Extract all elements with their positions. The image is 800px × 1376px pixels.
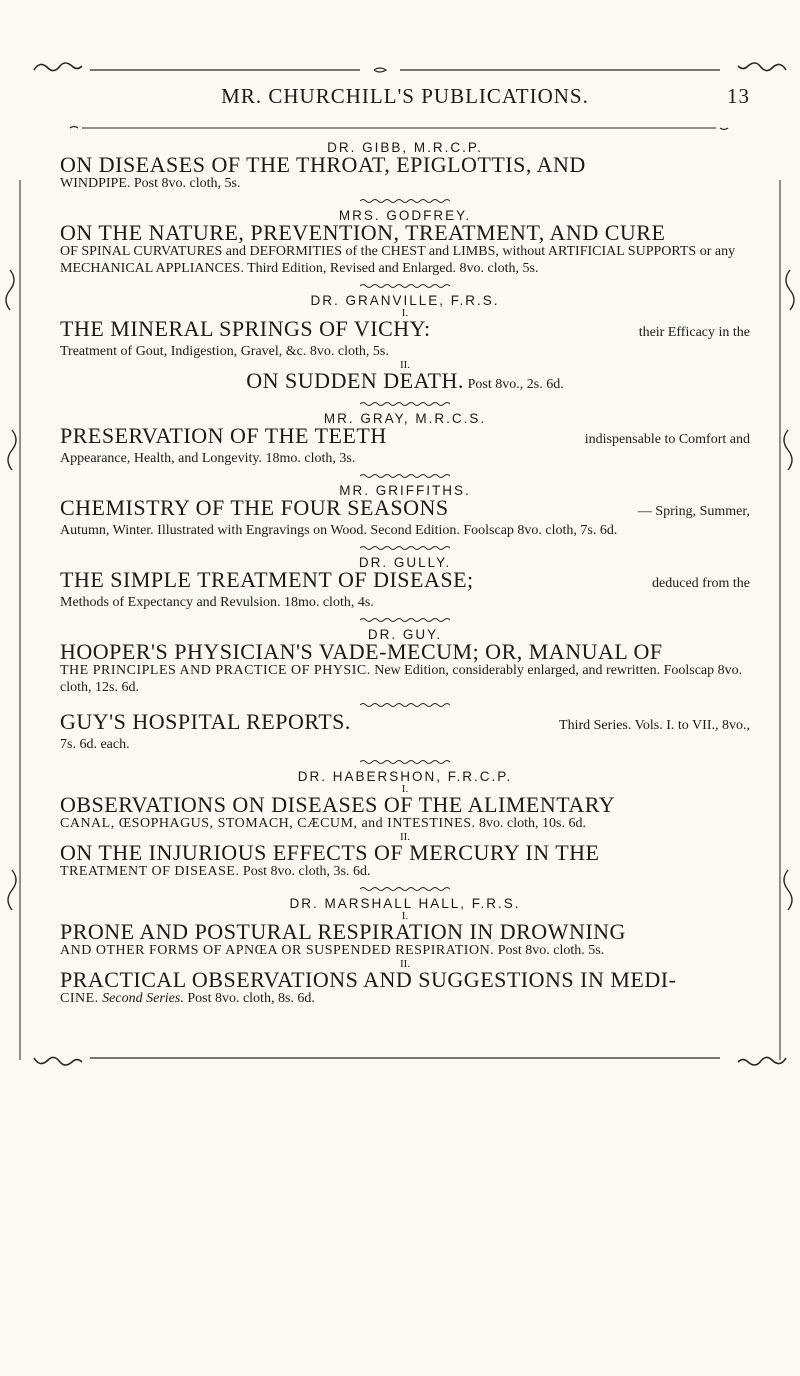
book-description (60, 942, 750, 959)
page-header (60, 84, 750, 112)
book-title-rest: their Efficacy in the (638, 325, 750, 340)
book-description (60, 863, 750, 880)
book-title: THE SIMPLE TREATMENT OF DISEASE; (60, 567, 474, 592)
book-title-line (60, 368, 750, 395)
book-title-line (60, 423, 750, 450)
book-description-caps: TREATMENT OF DISEASE. (60, 864, 240, 879)
book-title: HOOPER'S PHYSICIAN'S VADE-MECUM; OR, MANUAL OF (60, 639, 663, 664)
book-description-rest: Post 8vo. cloth, 8s. 6d. (187, 991, 315, 1006)
book-title: ON THE INJURIOUS EFFECTS OF MERCURY IN THE (60, 840, 600, 865)
ornamental-border-left (0, 180, 30, 1060)
wavy-divider (360, 198, 450, 204)
entry-gully (60, 555, 750, 611)
book-description-caps: CINE. (60, 991, 99, 1006)
page-number: 13 (727, 84, 750, 108)
entry-marshall-hall (60, 896, 750, 1007)
book-title: ON THE NATURE, PREVENTION, TREATMENT, AND CURE (60, 220, 666, 245)
book-title-rest: Third Series. Vols. I. to VII., 8vo., (559, 718, 750, 733)
book-title-rest: Post 8vo., 2s. 6d. (467, 377, 564, 392)
author-name: DR. MARSHALL HALL, F.R.S. (289, 896, 521, 911)
book-title: PRACTICAL OBSERVATIONS AND SUGGESTIONS IN MEDI- (60, 967, 677, 992)
entry-guys-hospital (60, 709, 750, 753)
book-title: THE MINERAL SPRINGS OF VICHY: (60, 316, 431, 341)
book-title: PRONE AND POSTURAL RESPIRATION IN DROWNING (60, 919, 626, 944)
catalogue-content (60, 138, 750, 1011)
book-title: GUY'S HOSPITAL REPORTS. (60, 709, 351, 734)
entry-granville (60, 293, 750, 395)
book-description (60, 815, 750, 832)
book-description: OF SPINAL CURVATURES and DEFORMITIES of the CHEST and LIMBS, without ARTIFICIAL SUPPORTS or any MECHANICAL APPLIANCES. Third Edition, Revised and Enlarged. 8vo. cloth, 5s. (60, 244, 736, 276)
author-name: DR. HABERSHON, F.R.C.P. (297, 769, 513, 784)
book-description-rest: 8vo. cloth, 10s. 6d. (479, 816, 586, 831)
wavy-divider (360, 886, 450, 892)
header-rule (70, 124, 730, 132)
book-description (60, 990, 750, 1007)
book-description: WINDPIPE. Post 8vo. cloth, 5s. (60, 176, 241, 191)
roman-numeral: I. (401, 307, 409, 319)
entry-habershon (60, 769, 750, 880)
author-name: MRS. GODFREY. (338, 208, 472, 223)
entry-godfrey (60, 208, 750, 277)
book-series: Second Series. (102, 991, 184, 1006)
wavy-divider (360, 617, 450, 623)
book-description-caps: AND OTHER FORMS OF APNŒA OR SUSPENDED RESPIRATION. (60, 943, 495, 958)
ornamental-border-top (30, 60, 790, 80)
book-title: OBSERVATIONS ON DISEASES OF THE ALIMENTARY (60, 792, 616, 817)
author-name: DR. GUY. (367, 627, 443, 642)
book-description-rest: Post 8vo. cloth, 3s. 6d. (242, 864, 371, 879)
book-title: ON DISEASES OF THE THROAT, EPIGLOTTIS, AND (60, 152, 586, 177)
entry-griffiths (60, 483, 750, 539)
wavy-divider (360, 545, 450, 551)
wavy-divider (360, 473, 450, 479)
book-description-caps: CANAL, ŒSOPHAGUS, STOMACH, CÆCUM, and INTESTINES. (60, 816, 476, 831)
ornamental-border-bottom (30, 1048, 790, 1068)
running-title: MR. CHURCHILL'S PUBLICATIONS. (221, 84, 589, 108)
roman-numeral: II. (399, 958, 411, 970)
author-name: MR. GRIFFITHS. (339, 483, 471, 498)
wavy-divider (360, 283, 450, 289)
ornamental-border-right (770, 180, 800, 1060)
book-description-rest: New Edition, considerably enlarged, and rewritten. Foolscap 8vo. cloth, 12s. 6d. (60, 663, 743, 695)
book-description: Appearance, Health, and Longevity. 18mo. cloth, 3s. (60, 451, 356, 466)
book-title-rest: — Spring, Summer, (637, 504, 750, 519)
entry-guy (60, 627, 750, 696)
book-title: PRESERVATION OF THE TEETH (60, 423, 387, 448)
book-title-line (60, 495, 750, 522)
book-title: ON SUDDEN DEATH. (246, 368, 464, 393)
book-title: CHEMISTRY OF THE FOUR SEASONS (60, 495, 449, 520)
book-description: Treatment of Gout, Indigestion, Gravel, &c. 8vo. cloth, 5s. (60, 344, 389, 359)
roman-numeral: I. (401, 910, 409, 922)
roman-numeral: II. (399, 359, 411, 371)
author-name: DR. GULLY. (358, 555, 452, 570)
wavy-divider (360, 759, 450, 765)
book-title-line (60, 709, 750, 736)
book-description-caps: THE PRINCIPLES AND PRACTICE OF PHYSIC. (60, 663, 371, 678)
book-description: Methods of Expectancy and Revulsion. 18mo. cloth, 4s. (60, 595, 374, 610)
author-name: DR. GRANVILLE, F.R.S. (310, 293, 500, 308)
book-description-rest: Post 8vo. cloth. 5s. (497, 943, 605, 958)
roman-numeral: II. (399, 831, 411, 843)
author-name: MR. GRAY, M.R.C.S. (323, 411, 487, 426)
wavy-divider (360, 702, 450, 708)
entry-gray (60, 411, 750, 467)
book-description: 7s. 6d. each. (60, 737, 130, 752)
book-title-line (60, 567, 750, 594)
book-description (60, 662, 750, 696)
entry-gibb (60, 140, 750, 192)
author-name: DR. GIBB, M.R.C.P. (327, 140, 483, 155)
book-description: Autumn, Winter. Illustrated with Engravings on Wood. Second Edition. Foolscap 8vo. cloth, 7s. 6d. (60, 523, 618, 538)
roman-numeral: I. (401, 783, 409, 795)
book-title-line (60, 316, 750, 343)
wavy-divider (360, 401, 450, 407)
book-title-rest: indispensable to Comfort and (584, 432, 750, 447)
book-title-rest: deduced from the (652, 576, 750, 591)
